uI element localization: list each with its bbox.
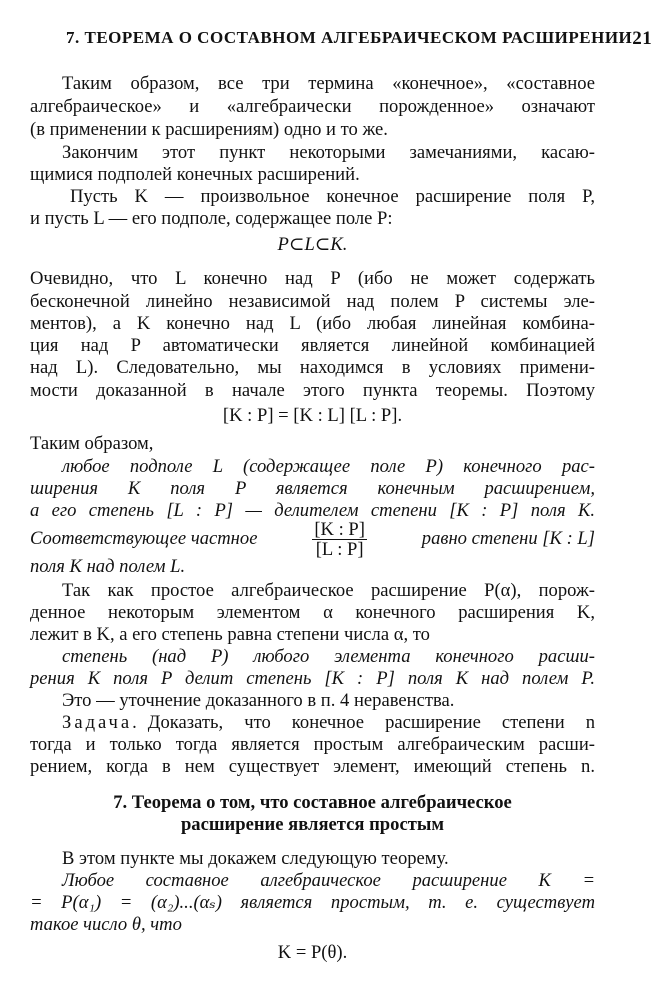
fraction-numerator: [K : P] [314,518,365,540]
theorem-line: а его степень [L : P] — делителем степени [K : P] поля K. [30,500,595,521]
text-line: ментов), а K конечно над L (ибо любая линейная комбина- [30,313,595,334]
degree-formula: [K : P] = [K : L] [L : P]. [222,405,403,426]
section-heading-line: 7. Теорема о том, что составное алгебраическое [113,792,512,813]
theorem-line: степень (над P) любого элемента конечного расши- [62,646,595,667]
text-line: и пусть L — его подполе, содержащее поле P: [30,208,393,229]
header-title: 7. ТЕОРЕМА О СОСТАВНОМ АЛГЕБРАИЧЕСКОМ РАСШИРЕНИИ [66,28,633,47]
theorem-line: такое число θ, что [30,914,182,935]
section-heading-line: расширение является простым [180,814,445,835]
task-text: Доказать, что конечное расширение степени n [147,712,595,733]
text-line: денное некоторым элементом α конечного расширения K, [30,602,595,623]
fraction-denominator: [L : P] [315,538,364,560]
text-line: Таким образом, все три термина «конечное», «составное [62,73,595,94]
text-line: Очевидно, что L конечно над P (ибо не может содержать [30,268,595,289]
text-line: В этом пункте мы докажем следующую теорему. [62,848,449,869]
theorem-line: поля K над полем L. [30,556,186,577]
text-line: над L). Следовательно, мы находимся в условиях примени- [30,357,595,378]
fraction-lead: Соответствующее частное [30,528,258,549]
text-line: щимися подполей конечных расширений. [30,164,360,185]
theorem-line: любое подполе L (содержащее поле P) конечного рас- [62,456,595,477]
text-line: бесконечной линейно независимой над полем P системы эле- [30,291,595,312]
page-number: 21 [632,28,652,49]
text-line: Закончим этот пункт некоторыми замечаниями, касаю- [62,142,595,163]
text-line: Это — уточнение доказанного в п. 4 неравенства. [62,690,455,711]
fraction-line [30,518,595,560]
quotient-fraction [312,520,367,559]
task-line [62,712,595,734]
fraction-tail: равно степени [K : L] [421,528,595,549]
text-line: тогда и только тогда является простым алгебраическим расши- [30,734,595,755]
theorem-line: = P(α₁) = (α₂)...(αₛ) является простым, т. е. существует [30,892,595,913]
book-page [30,0,652,1000]
text-line: Пусть K — произвольное конечное расширение поля P, [70,186,595,207]
text-line: алгебраическое» и «алгебраически порожденное» означают [30,96,595,117]
text-line: лежит в K, а его степень равна степени числа α, то [30,624,430,645]
inclusion-formula: P⊂L⊂K. [277,234,348,255]
task-label: Задача. [62,712,140,733]
theorem-line: ширения K поля P является конечным расширением, [30,478,595,499]
running-header [66,28,652,50]
text-line: (в применении к расширениям) одно и то же. [30,119,388,140]
text-line: рением, когда в нем существует элемент, имеющий степень n. [30,756,595,777]
text-line: Таким образом, [30,433,154,454]
theorem-line: Любое составное алгебраическое расширение K = [62,870,595,891]
text-line: мости доказанной в начале этого пункта теоремы. Поэтому [30,380,595,401]
theorem-line: рения K поля P делит степень [K : P] поля K над полем P. [30,668,595,689]
text-line: ция над P автоматически является линейной комбинацией [30,335,595,356]
primitive-element-formula: K = P(θ). [277,942,348,963]
text-line: Так как простое алгебраическое расширение P(α), порож- [62,580,595,601]
